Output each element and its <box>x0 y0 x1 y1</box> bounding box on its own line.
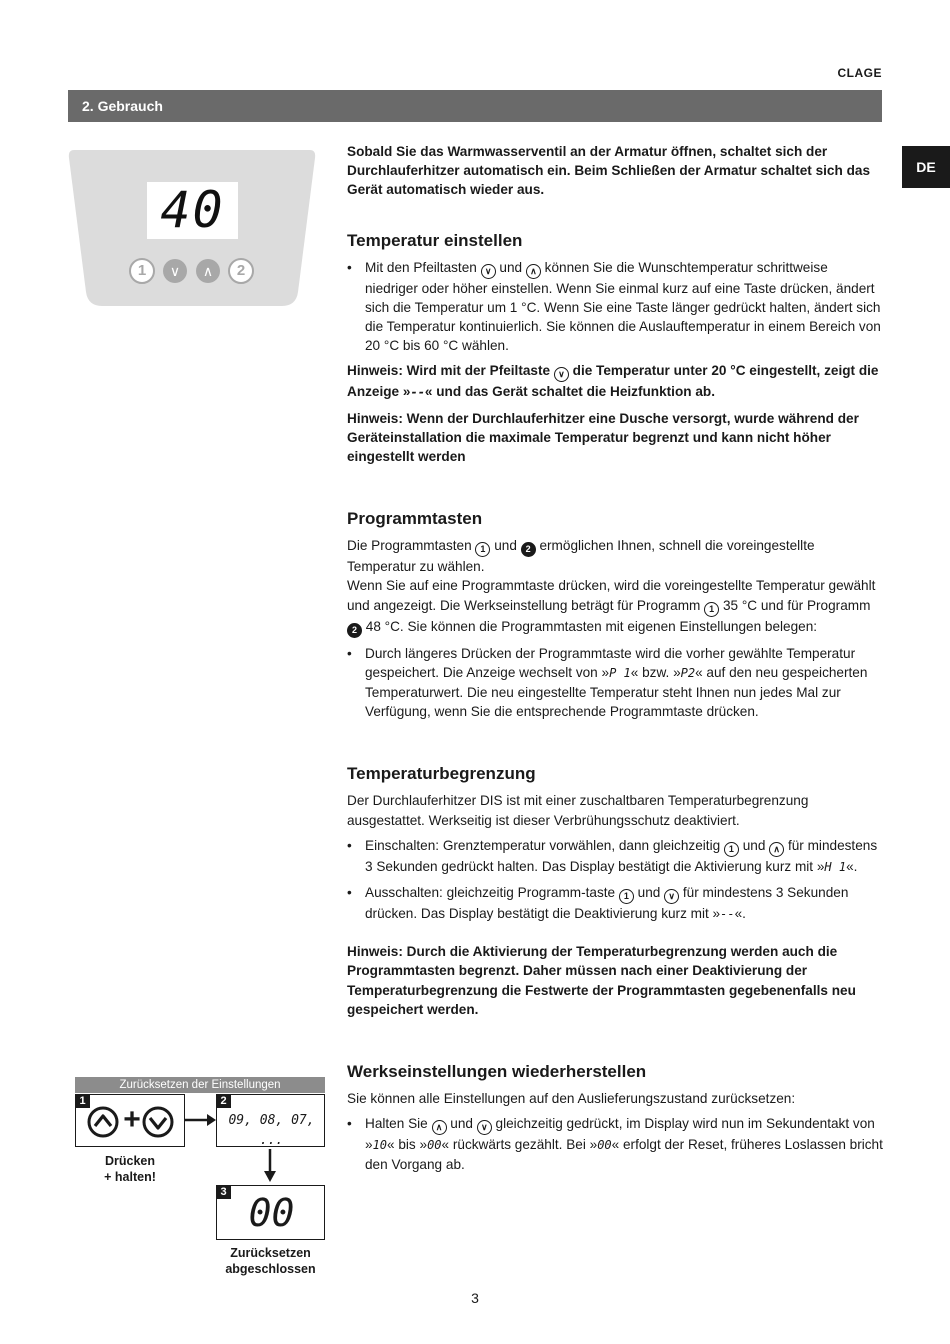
final-display: 00 <box>248 1191 295 1235</box>
countdown-display: 09, 08, 07, ... <box>228 1113 315 1148</box>
program-heading: Programmtasten <box>347 509 483 529</box>
arrow-up-icon <box>88 1110 89 1111</box>
temperature-list <box>347 258 883 356</box>
limit-text: Der Durchlauferhitzer DIS ist mit einer zuschaltbaren Temperaturbegrenzung ausgestattet. Werkseitig ist dieser Verbrühungsschutz deaktiviert. <box>347 793 809 828</box>
arrow-down-flow-icon <box>263 1149 277 1183</box>
arrow-up-icon: ∧ <box>202 263 214 279</box>
step-3-badge: 3 <box>216 1185 231 1199</box>
program-1-icon: 1 <box>724 842 739 857</box>
list-item: • Mit den Pfeiltasten ∨ und ∧ können Sie die Wunschtemperatur schrittweise niedriger oder höher einstellen. Wenn Sie einmal kurz auf eine Taste drücken, ändert sich die Temperatur um 1 °C. Wenn Sie eine Taste länger gedrückt halten, ändert sich die Temperatur kontinuierlich. Sie können die Auslauftemperatur in einem Bereich von 20 °C bis 60 °C wählen. <box>365 258 883 356</box>
program-2-icon: 2 <box>347 623 362 638</box>
program-1-icon: 1 <box>704 602 719 617</box>
program-1-icon: 1 <box>619 889 634 904</box>
program-2-icon: 2 <box>521 542 536 557</box>
step-3-caption: Zurücksetzen abgeschlossen <box>225 1246 316 1276</box>
device-control-panel <box>68 150 316 306</box>
limit-list <box>347 836 883 924</box>
note-shower: Hinweis: Wenn der Durchlauferhitzer eine Dusche versorgt, wurde während der Geräteinstallation die maximale Temperatur begrenzt und kann nicht höher eingestellt werden <box>347 410 859 465</box>
main-content <box>347 142 883 1181</box>
step-2-badge: 2 <box>216 1094 231 1108</box>
language-tab: DE <box>902 146 950 188</box>
step-1-badge: 1 <box>75 1094 90 1108</box>
arrow-up-icon: ∧ <box>432 1120 447 1135</box>
arrow-down-icon: ∨ <box>664 889 679 904</box>
reset-heading: Werkseinstellungen wiederherstellen <box>347 1062 647 1082</box>
device-display-value: 40 <box>160 181 225 239</box>
arrow-down-icon <box>143 1110 144 1111</box>
arrow-up-icon: ∧ <box>769 842 784 857</box>
program-2-button: 2 <box>236 262 246 279</box>
section-header: 2. Gebrauch <box>68 90 882 122</box>
program-1-button: 1 <box>137 262 147 279</box>
list-item: • Ausschalten: gleichzeitig Programm-taste 1 und ∨ für mindestens 3 Sekunden drücken. Das Display bestätigt die Deaktivierung kurz mit »--«. <box>365 883 883 924</box>
note-limit: Hinweis: Durch die Aktivierung der Temperaturbegrenzung werden auch die Programmtasten begrenzt. Daher müssen nach einer Deaktivierung der Temperaturbegrenzung die Festwerte der Programmtasten gegebenenfalls neu gespeichert werden. <box>347 944 856 1017</box>
intro-text: Sobald Sie das Warmwasserventil an der Armatur öffnen, schaltet sich der Durchlauferhitzer automatisch ein. Beim Schließen der Armatur schaltet sich das Gerät automatisch wieder aus. <box>347 144 871 198</box>
step-1-caption: Drücken + halten! <box>104 1154 156 1184</box>
page-number: 3 <box>471 1290 479 1306</box>
reset-list <box>347 1114 883 1174</box>
program-text-2: Wenn Sie auf eine Programmtaste drücken, wird die voreingestellte Temperatur gewählt und angezeigt. Die Werkseinstellung beträgt für Programm 1 35 °C und für Programm 2 48 °C. Sie können die Programmtasten mit eigenen Einstellungen belegen: <box>347 576 883 637</box>
list-item: • Halten Sie ∧ und ∨ gleichzeitig gedrückt, im Display wird nun im Sekundentakt von »10« bis »00« rückwärts gezählt. Bei »00« erfolgt der Reset, früheres Loslassen bricht den Vorgang ab. <box>365 1114 883 1174</box>
plus-sign: + <box>123 1103 141 1136</box>
arrow-right-icon <box>185 1113 217 1127</box>
brand-label: CLAGE <box>837 66 882 80</box>
reset-text: Sie können alle Einstellungen auf den Auslieferungszustand zurücksetzen: <box>347 1091 796 1107</box>
temperature-heading: Temperatur einstellen <box>347 230 523 250</box>
program-1-icon: 1 <box>475 542 490 557</box>
arrow-down-icon: ∨ <box>169 263 181 279</box>
arrow-down-icon: ∨ <box>554 367 569 382</box>
arrow-down-icon: ∨ <box>477 1120 492 1135</box>
program-list <box>347 644 883 722</box>
arrow-up-icon: ∧ <box>526 264 541 279</box>
reset-diagram-title: Zurücksetzen der Einstellungen <box>75 1077 325 1093</box>
list-item: • Durch längeres Drücken der Programmtaste wird die vorher gewählte Temperatur gespeichert. Die Anzeige wechselt von »P 1« bzw. »P2« auf den neu gespeicherten Temperaturwert. Die neu eingestellte Temperatur steht Ihnen nun jedes Mal zur Verfügung, wenn Sie die entsprechende Programmtaste drücken. <box>365 644 883 722</box>
program-text-1: Die Programmtasten 1 und 2 ermöglichen Ihnen, schnell die voreingestellte Temperatur zu wählen. <box>347 538 815 575</box>
reset-diagram <box>75 1077 325 1277</box>
list-item: • Einschalten: Grenztemperatur vorwählen, dann gleichzeitig 1 und ∧ für mindestens 3 Sekunden gedrückt halten. Das Display bestätigt die Aktivierung kurz mit »H 1«. <box>365 836 883 877</box>
note-low-temp: Hinweis: Wird mit der Pfeiltaste ∨ die Temperatur unter 20 °C eingestellt, zeigt die Anzeige »--« und das Gerät schaltet die Heizfunktion ab. <box>347 363 879 400</box>
limit-heading: Temperaturbegrenzung <box>347 764 536 784</box>
arrow-down-icon: ∨ <box>481 264 496 279</box>
